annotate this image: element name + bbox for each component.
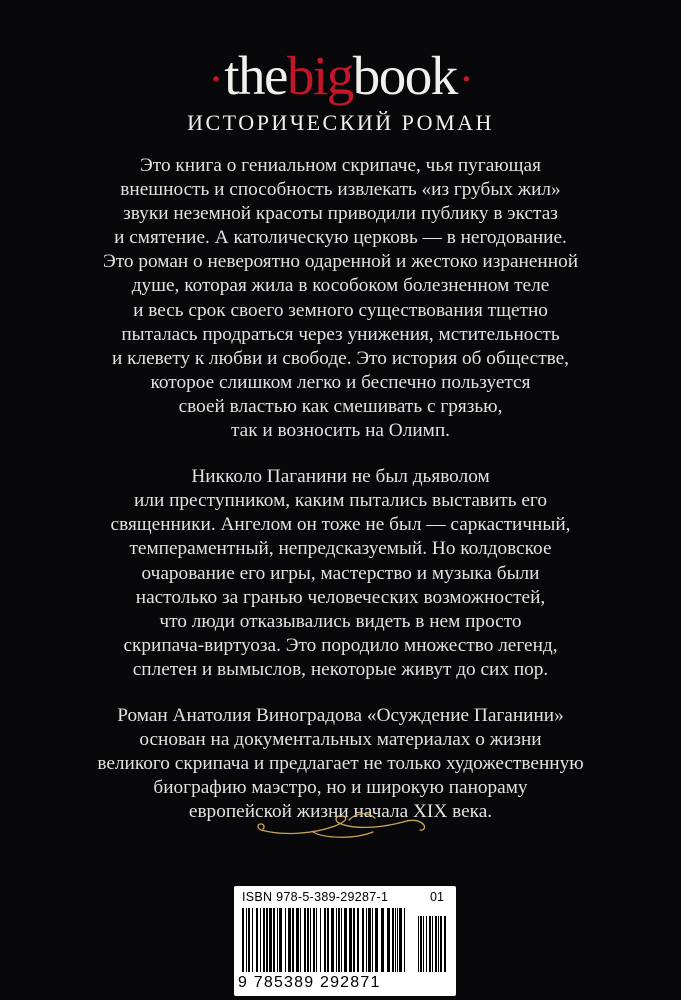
barcode-bar [269, 908, 272, 972]
barcode-panel [234, 886, 456, 996]
paragraph-3 [40, 704, 641, 824]
text-line: основан на документальных материалах о жизни [139, 729, 542, 751]
barcode-addon-bar [420, 916, 422, 972]
logo-word-big: big [286, 45, 353, 106]
text-line: и весь срок своего земного существования тщетно [133, 299, 548, 321]
barcode-addon-bar [432, 916, 433, 972]
barcode-bar [399, 908, 402, 972]
barcode-bar [242, 908, 244, 972]
barcode-bar [395, 908, 396, 972]
text-line: настолько за гранью человеческих возможностей, [135, 586, 546, 608]
text-line: европейской жизни начала XIX века. [188, 801, 493, 823]
barcode-bar [362, 908, 364, 972]
paragraph-1 [40, 154, 641, 443]
barcode-bar [387, 908, 390, 972]
barcode-bar [375, 908, 378, 972]
text-line: Никколо Паганини не был дьяволом [191, 466, 490, 488]
barcode-bar [288, 908, 291, 972]
logo-dot-left: · [208, 53, 223, 104]
text-line: что люди отказывались видеть в нем просто [159, 610, 522, 632]
barcode-bar [336, 908, 337, 972]
logo-word-the: the [224, 45, 287, 106]
text-line: священники. Ангелом он тоже не был — саркастичный, [110, 514, 571, 536]
text-line: внешность и способность извлекать «из грубых жил» [120, 179, 561, 201]
text-line: Роман Анатолия Виноградова «Осуждение Паганини» [117, 704, 564, 726]
barcode-bar [310, 908, 311, 972]
text-line: так и возносить на Олимп. [230, 420, 451, 442]
barcode-bar [263, 908, 265, 972]
text-line: своей властью как смешивать с грязью, [178, 395, 503, 417]
barcode-bar [256, 908, 258, 972]
text-line: Это книга о гениальном скрипаче, чья пугающая [140, 155, 541, 176]
barcode-bar [292, 908, 294, 972]
text-line: и клевету к любви и свободе. Это история об обществе, [111, 347, 569, 369]
barcode-bar [338, 908, 340, 972]
barcode-bar [392, 908, 394, 972]
text-line: или преступником, каким пытались выставить его [134, 490, 547, 512]
barcode-bar [252, 908, 253, 972]
barcode-bar [349, 908, 352, 972]
barcode-bar [353, 908, 355, 972]
logo-word-book: book [352, 45, 457, 106]
barcode-addon-bar [418, 916, 419, 972]
barcode-addon-bar [444, 916, 446, 972]
annotation-text [40, 154, 641, 846]
text-line: очарование его игры, мастерство и музыка были [141, 562, 540, 584]
barcode-bar [296, 908, 299, 972]
barcode-addon-bar [440, 916, 442, 972]
barcode-bar [260, 908, 261, 972]
text-line: скрипача-виртуоза. Это породило множество легенд, [123, 634, 558, 656]
barcode-bar [331, 908, 334, 972]
barcode-bars [242, 908, 448, 978]
text-line: звуки неземной красоты приводили публику в экстаз [123, 203, 558, 225]
barcode-bar [316, 908, 317, 972]
barcode-bar [366, 908, 367, 972]
barcode-bar [327, 908, 329, 972]
text-line: великого скрипача и предлагает не только художественную [97, 753, 584, 775]
text-line: темпераментный, непредсказуемый. Но колдовское [129, 538, 552, 560]
barcode-bar [397, 908, 398, 972]
text-line: и смятение. А католическую церковь — в негодование. [114, 227, 567, 249]
text-line: которое слишком легко и беспечно пользуется [150, 371, 531, 393]
paragraph-2 [40, 465, 641, 682]
barcode-bar [324, 908, 326, 972]
barcode-bar [307, 908, 309, 972]
barcode-addon-bar [435, 916, 437, 972]
barcode-bar [266, 908, 268, 972]
text-line: пыталась продраться через унижения, мстительность [121, 323, 560, 345]
barcode-bar [320, 908, 321, 972]
barcode-addon-bar [426, 916, 427, 972]
barcode-bar [279, 908, 282, 972]
barcode-addon-bar [423, 916, 424, 972]
publisher-logo [0, 46, 681, 109]
barcode-bar [344, 908, 347, 972]
barcode-bar [300, 908, 301, 972]
barcode-addon-bar [438, 916, 439, 972]
barcode-bar [277, 908, 278, 972]
barcode-bar [246, 908, 247, 972]
barcode-bar [248, 908, 250, 972]
barcode-bar [357, 908, 359, 972]
isbn-label: ISBN 978-5-389-29287-1 [242, 890, 389, 904]
text-line: Это роман о невероятно одаренной и жестоко израненной [102, 251, 579, 273]
ornament-flourish-icon [253, 808, 429, 844]
barcode-bar [273, 908, 275, 972]
barcode-bar [304, 908, 306, 972]
barcode-bar [313, 908, 315, 972]
barcode-digits: 9 785389 292871 [238, 974, 381, 991]
barcode-bar [404, 908, 405, 972]
barcode-bar [381, 908, 384, 972]
barcode-bar [372, 908, 373, 972]
text-line: душе, которая жила в кособоком болезненном теле [131, 275, 550, 297]
series-subtitle: ИСТОРИЧЕСКИЙ РОМАН [187, 110, 494, 135]
isbn-addon: 01 [430, 890, 444, 904]
text-line: биографию маэстро, но и широкую панораму [153, 777, 528, 799]
barcode-bar [368, 908, 371, 972]
barcode-bar [341, 908, 342, 972]
logo-dot-right: · [458, 53, 473, 104]
text-line: сплетен и вымыслов, некоторые живут до сих пор. [132, 658, 549, 680]
barcode-bar [285, 908, 286, 972]
barcode-addon-bar [429, 916, 431, 972]
